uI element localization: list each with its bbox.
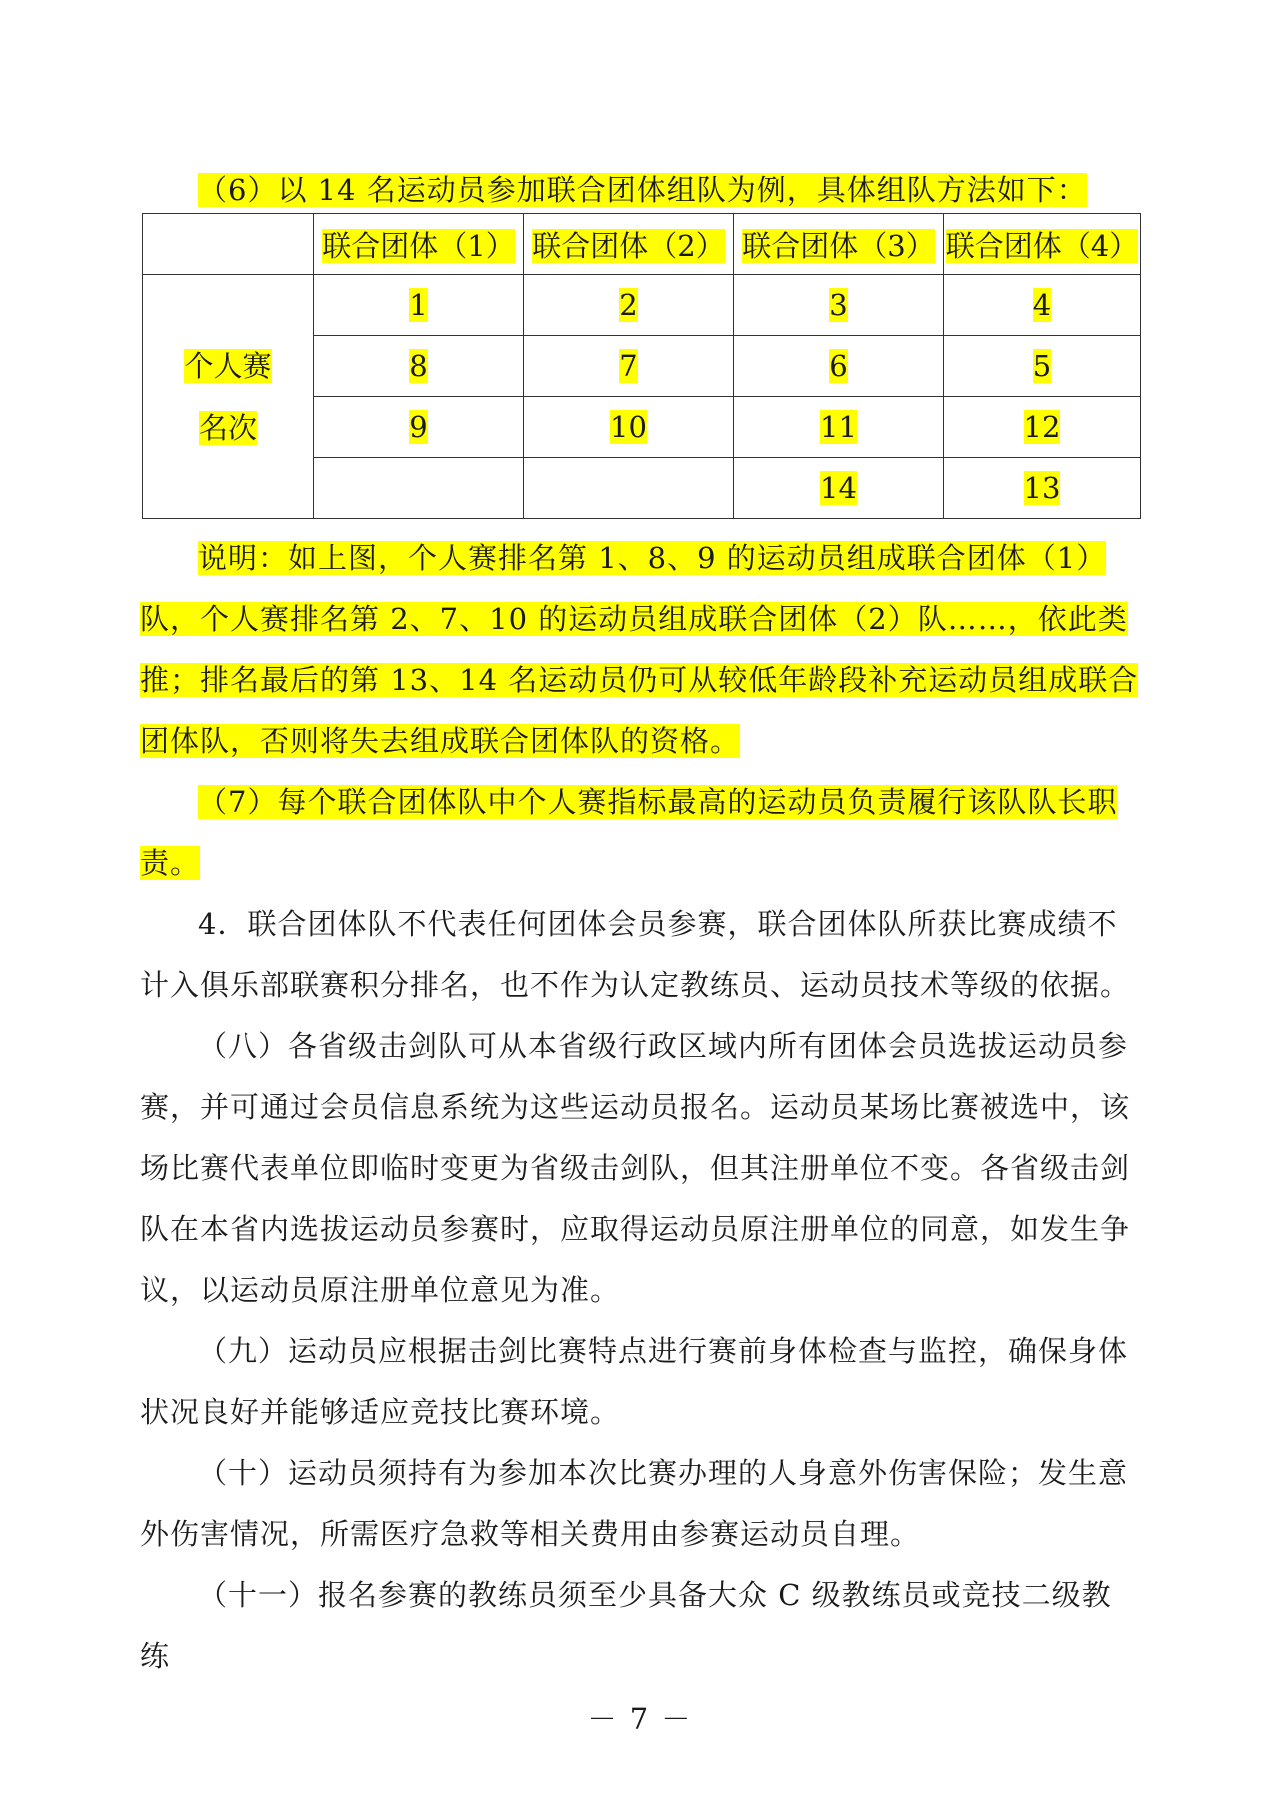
item8-paragraph: （八）各省级击剑队可从本省级行政区域内所有团体会员选拔运动员参赛，并可通过会员信息系统为这些运动员报名。运动员某场比赛被选中，该场比赛代表单位即临时变更为省级击剑队，但其注册单位不变。各省级击剑队在本省内选拔运动员参赛时，应取得运动员原注册单位的同意，如发生争议，以运动员原注册单位意见为准。 bbox=[140, 1029, 1131, 1307]
table-cell bbox=[524, 458, 734, 519]
note-paragraph bbox=[140, 528, 1140, 772]
table-cell: 14 bbox=[734, 458, 944, 519]
item7-paragraph bbox=[140, 772, 1140, 894]
item11-paragraph: （十一）报名参赛的教练员须至少具备大众 C 级教练员或竞技二级教练 bbox=[140, 1578, 1112, 1673]
table-cell: 8 bbox=[314, 336, 524, 397]
table-cell bbox=[314, 458, 524, 519]
row-label-line1: 个人赛 bbox=[184, 348, 272, 383]
header-cell: 联合团体（4） bbox=[944, 214, 1141, 275]
item7-text: （7）每个联合团体队中个人赛指标最高的运动员负责履行该队队长职责。 bbox=[140, 785, 1118, 880]
table-cell: 9 bbox=[314, 397, 524, 458]
item4-paragraph: 4．联合团体队不代表任何团体会员参赛，联合团体队所获比赛成绩不计入俱乐部联赛积分排名，也不作为认定教练员、运动员技术等级的依据。 bbox=[140, 907, 1131, 1002]
table-cell: 6 bbox=[734, 336, 944, 397]
table-header-row bbox=[143, 214, 1141, 275]
row-label-line2: 名次 bbox=[198, 410, 257, 445]
table-cell: 4 bbox=[944, 275, 1141, 336]
team-ranking-table bbox=[142, 213, 1141, 519]
table-cell: 10 bbox=[524, 397, 734, 458]
note-text: 说明：如上图，个人赛排名第 1、8、9 的运动员组成联合团体（1）队，个人赛排名第 2、7、10 的运动员组成联合团体（2）队……，依此类推；排名最后的第 13、14 名运动员仍可从较低年龄段补充运动员组成联合团体队，否则将失去组成联合团体队的资格。 bbox=[140, 541, 1139, 758]
row-label-cell bbox=[143, 275, 314, 519]
header-cell: 联合团体（2） bbox=[524, 214, 734, 275]
table-cell: 5 bbox=[944, 336, 1141, 397]
table-cell: 7 bbox=[524, 336, 734, 397]
table-cell: 2 bbox=[524, 275, 734, 336]
table-cell: 13 bbox=[944, 458, 1141, 519]
header-cell: 联合团体（3） bbox=[734, 214, 944, 275]
table-cell: 12 bbox=[944, 397, 1141, 458]
item10-paragraph: （十）运动员须持有为参加本次比赛办理的人身意外伤害保险；发生意外伤害情况，所需医疗急救等相关费用由参赛运动员自理。 bbox=[140, 1456, 1129, 1551]
header-cell: 联合团体（1） bbox=[314, 214, 524, 275]
intro-text: （6）以 14 名运动员参加联合团体组队为例，具体组队方法如下： bbox=[198, 173, 1087, 207]
table-corner-cell bbox=[143, 214, 314, 275]
table-row bbox=[143, 275, 1141, 336]
table-cell: 3 bbox=[734, 275, 944, 336]
table-cell: 1 bbox=[314, 275, 524, 336]
intro-paragraph bbox=[140, 160, 1140, 221]
page-number: － 7 － bbox=[587, 1702, 693, 1736]
item9-paragraph: （九）运动员应根据击剑比赛特点进行赛前身体检查与监控，确保身体状况良好并能够适应竞技比赛环境。 bbox=[140, 1334, 1129, 1429]
table-cell: 11 bbox=[734, 397, 944, 458]
